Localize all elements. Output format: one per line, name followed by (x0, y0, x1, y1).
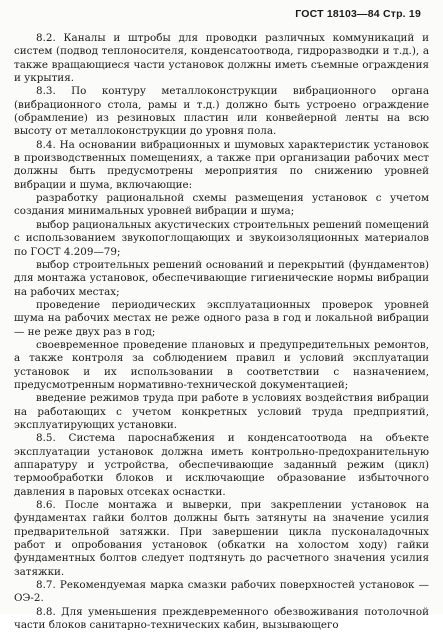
paragraph-8-5: 8.5. Система пароснабжения и конденсатоотвода на объекте эксплуатации установок должна иметь контрольно-предохранительную аппаратуру и устройства, обеспечивающие заданный режим (цикл) термообработки блоков и исключающие образование избыточного давления в паровых отсеках оснастки. (14, 432, 429, 498)
list-item-acoustic-solutions: выбор рациональных акустических строительных решений помещений с использованием звукопоглощающих и звукоизоляционных материалов по ГОСТ 4.209—79; (14, 218, 429, 258)
paragraph-8-8: 8.8. Для уменьшения преждевременного обезвоживания потолочной части блоков санитарно-технических кабин, вызывающего (14, 605, 429, 632)
paragraph-8-6: 8.6. После монтажа и выверки, при закреплении установок на фундаментах гайки болтов должны быть затянуты на значение усилия предварительной затяжки. При завершении цикла пусконаладочных работ и опробования установок (обкатки на холостом ходу) гайки фундаментных болтов следует подтянуть до расчетного значения усилия затяжки. (14, 499, 429, 578)
list-item-periodic-checks: проведение периодических эксплуатационных проверок уровней шума на рабочих местах не реже одного раза в год и локальной вибрации — не реже двух раз в год; (14, 298, 429, 338)
running-header: ГОСТ 18103—84 Стр. 19 (295, 8, 421, 20)
list-item-foundation-solutions: выбор строительных решений оснований и перекрытий (фундаментов) для монтажа установок, обеспечивающие гигиенические нормы вибрации на рабочих местах; (14, 258, 429, 298)
list-item-layout-scheme: разработку рациональной схемы размещения установок с учетом создания минимальных уровней вибрации и шума; (14, 192, 429, 218)
paragraph-8-3: 8.3. По контуру металлоконструкции вибрационного органа (вибрационного стола, рамы и т.д.) должно быть устроено ограждение (обрамление) из резиновых пластин или конвейерной ленты на всю высоту от металлоконструкции до уровня пола. (14, 85, 429, 138)
list-item-work-modes: введение режимов труда при работе в условиях воздействия вибрации на работающих с учетом конкретных условий труда предприятий, эксплуатирующих установки. (14, 392, 429, 431)
list-item-maintenance: своевременное проведение плановых и предупредительных ремонтов, а также контроля за соблюдением правил и условий эксплуатации установок и их использовании в соответствии с назначением, предусмотренным нормативно-технической документацией; (14, 338, 429, 391)
paragraph-8-7: 8.7. Рекомендуемая марка смазки рабочих поверхностей установок — ОЭ-2. (14, 579, 429, 605)
document-body (14, 32, 429, 632)
paragraph-8-2: 8.2. Каналы и штробы для проводки различных коммуникаций и систем (подвод теплоносителя, конденсатоотвода, гидроразводки и т.д.), а также вращающиеся части установок должны иметь съемные ограждения и укрытия. (14, 32, 429, 85)
paragraph-8-4: 8.4. На основании вибрационных и шумовых характеристик установок в производственных помещениях, а также при организации рабочих мест должны быть предусмотрены мероприятия по снижению уровней вибрации и шума, включающие: (14, 138, 429, 191)
